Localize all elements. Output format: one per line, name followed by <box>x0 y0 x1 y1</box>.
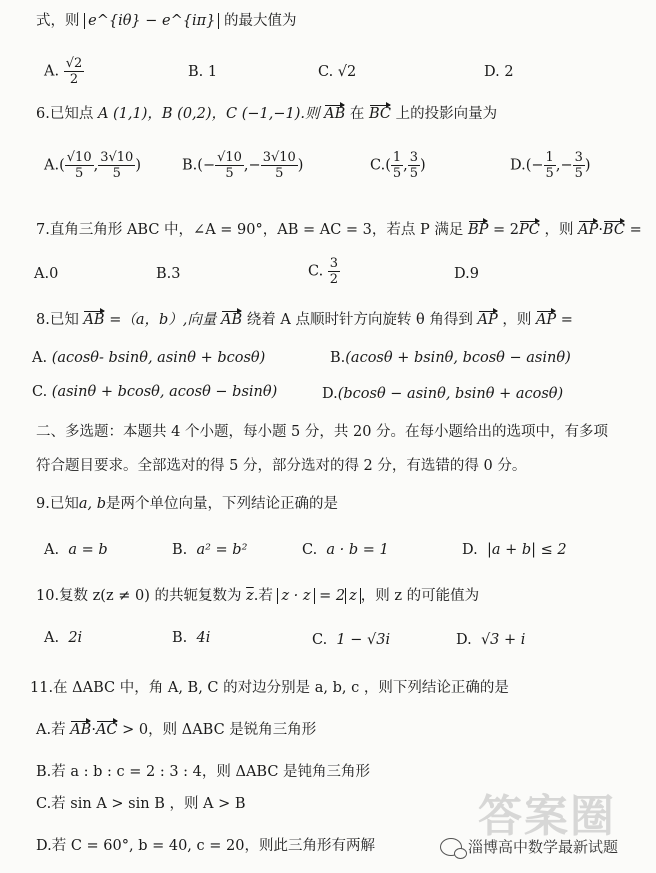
q10-option-d <box>456 630 525 650</box>
option-value: 1 − √3i <box>336 632 391 648</box>
q7-stem-a: 7.直角三角形 ABC 中，∠A = 90°，AB = AC = 3，若点 P 满足 <box>36 222 464 238</box>
q5-stem <box>36 11 296 31</box>
denominator: 5 <box>409 166 419 181</box>
q6-option-c: C.( $\frac{1}{5}$ , $\frac{3}{5}$ ) <box>370 150 426 181</box>
q6-stem <box>36 104 497 124</box>
q8-option-c <box>32 382 277 402</box>
q7-stem-b: ，则 <box>544 222 574 238</box>
option-label: C. <box>318 64 334 80</box>
q7-c-frac <box>328 256 340 287</box>
q7-eq: = 2 <box>493 222 519 238</box>
abs-product: z · z <box>277 588 314 604</box>
denominator: 5 <box>275 166 284 181</box>
option-label: B. <box>172 630 188 646</box>
q5-option-c <box>318 62 356 82</box>
numerator: 1 <box>392 150 402 165</box>
option-label: C. <box>370 157 386 174</box>
q9-stem-a: 9.已知 <box>36 496 79 512</box>
q10-stem <box>36 586 479 606</box>
vector-ap: AP <box>477 312 498 328</box>
option-label: D. <box>454 266 470 282</box>
vector-bc: BC <box>602 222 625 238</box>
q11-option-d: D.若 C = 60°, b = 40, c = 20，则此三角形有两解 <box>36 838 375 854</box>
q9-stem <box>36 494 338 514</box>
q9-option-c <box>302 540 389 560</box>
option-label: A. <box>44 630 60 646</box>
numerator: 3 <box>329 256 339 271</box>
q7-option-c <box>308 256 340 287</box>
numerator: √2 <box>65 56 83 71</box>
q11-a-prefix: A.若 <box>36 722 66 738</box>
option-value: a · b = 1 <box>326 542 389 558</box>
conjugate-z: $\overline{z}$ <box>246 588 254 604</box>
q9-stem-b: 是两个单位向量，下列结论正确的是 <box>106 496 338 512</box>
q7-option-d <box>454 264 479 284</box>
option-value: (acosθ- bsinθ, asinθ + bcosθ) <box>51 350 266 366</box>
option-label: A. <box>34 266 50 282</box>
q8-option-b <box>330 348 571 368</box>
q6-stem-d: 上的投影向量为 <box>395 106 498 122</box>
option-label: B. <box>188 64 204 80</box>
option-value: a² = b² <box>196 542 248 558</box>
q6-stem-a: 6.已知点 <box>36 106 94 122</box>
option-value: a = b <box>68 542 108 558</box>
option-value: (acosθ + bsinθ, bcosθ − asinθ) <box>345 350 571 366</box>
q9-option-b <box>172 540 247 560</box>
section2-line2: 符合题目要求。全部选对的得 5 分，部分选对的得 2 分，有选错的得 0 分。 <box>36 458 527 474</box>
q10-option-c <box>312 630 390 650</box>
denominator: 2 <box>329 272 339 287</box>
vector-ab: AB <box>70 722 92 738</box>
watermark-logo: 答案圈 <box>478 791 616 842</box>
numerator: √10 <box>217 150 242 165</box>
option-value: √3 + i <box>480 632 526 648</box>
option-label: D. <box>510 157 526 174</box>
q10-stem-a: 10.复数 z(z ≠ 0) 的共轭复数为 <box>36 588 242 604</box>
q7-stem-c: = <box>629 222 642 238</box>
numerator: 1 <box>545 150 554 165</box>
wechat-icon <box>440 838 462 856</box>
numerator: 3 <box>574 150 583 165</box>
option-label: D. <box>484 64 500 80</box>
frac-y <box>261 150 298 181</box>
numerator: 3√10 <box>100 150 134 165</box>
vector-ab: AB <box>324 106 346 122</box>
option-label: D. <box>462 542 478 558</box>
option-value: 2 <box>504 64 514 80</box>
wechat-account-name: 淄博高中数学最新试题 <box>468 838 619 856</box>
sign: − <box>531 157 544 174</box>
dot-operator: · <box>598 222 603 238</box>
option-label: D. <box>322 386 338 402</box>
q5-option-d <box>484 62 514 82</box>
wechat-tag <box>440 836 618 857</box>
q11-option-b: B.若 a : b : c = 2 : 3 : 4，则 ΔABC 是钝角三角形 <box>36 764 371 780</box>
q6-stem-c: 在 <box>349 106 365 122</box>
sign: − <box>560 157 573 174</box>
abs-z: z <box>345 588 361 604</box>
denominator: 5 <box>574 166 583 181</box>
option-value: 1 <box>207 64 218 80</box>
q11-option-c: C.若 sin A > sin B ，则 A > B <box>36 796 246 812</box>
option-label: B. <box>172 542 188 558</box>
denominator: 5 <box>112 166 121 181</box>
q10-option-b <box>172 628 210 648</box>
numerator: √10 <box>66 150 92 165</box>
denominator: 5 <box>392 166 402 181</box>
frac-x <box>544 150 556 181</box>
denominator: 2 <box>69 72 79 87</box>
frac-x <box>65 150 94 181</box>
q5-a-frac <box>64 56 85 87</box>
numerator: 3 <box>409 150 419 165</box>
frac-x <box>391 150 403 181</box>
q9-option-a <box>44 540 108 560</box>
vector-bc: BC <box>369 106 392 122</box>
q8-stem-b: =（a，b）,向量 <box>109 312 217 328</box>
frac-y <box>98 150 135 181</box>
vector-bp: BP <box>467 222 489 238</box>
denominator: 5 <box>225 166 234 181</box>
q6-option-a: A.( $\frac{√10}{5}$ , $\frac{3√10}{5}$ ) <box>44 150 141 181</box>
option-value: 2i <box>68 630 83 646</box>
q8-stem <box>36 310 573 330</box>
option-label: A. <box>32 350 48 366</box>
option-label: A. <box>44 63 60 80</box>
option-label: C. <box>32 384 48 400</box>
q8-stem-d: ，则 <box>502 312 532 328</box>
q9-option-d <box>462 540 567 560</box>
dot-operator: · <box>91 722 96 738</box>
q7-option-a <box>34 264 58 284</box>
vector-ab: AB <box>221 312 243 328</box>
vector-ac: AC <box>95 722 118 738</box>
q7-option-b <box>156 264 181 284</box>
q10-stem-d: ，则 z 的可能值为 <box>360 588 480 604</box>
option-label: A. <box>44 542 60 558</box>
vector-ap: AP <box>535 312 557 328</box>
section2-line1: 二、多选题：本题共 4 个小题，每小题 5 分，共 20 分。在每小题给出的选项中，有多项 <box>36 424 609 440</box>
denominator: 5 <box>545 166 554 181</box>
q6-option-d: D.(− $\frac{1}{5}$ ,− $\frac{3}{5}$ ) <box>510 150 591 181</box>
q5-suffix: 的最大值为 <box>223 13 297 29</box>
option-label: D. <box>456 632 472 648</box>
q10-option-a <box>44 628 82 648</box>
option-label: B. <box>182 157 198 174</box>
option-label: B. <box>156 266 172 282</box>
option-label: C. <box>312 632 328 648</box>
q5-option-a <box>44 56 84 87</box>
option-value: |a + b| ≤ 2 <box>486 542 567 558</box>
q8-option-d <box>322 384 563 404</box>
option-label: C. <box>302 542 318 558</box>
sign: − <box>202 157 216 174</box>
q7-stem <box>36 220 642 240</box>
q11-option-a <box>36 720 316 740</box>
q8-stem-a: 8.已知 <box>36 312 79 328</box>
option-value: 9 <box>469 266 479 282</box>
q5-option-b <box>188 62 217 82</box>
q6-option-b: B.(− $\frac{√10}{5}$ ,− $\frac{3√10}{5}$ ) <box>182 150 304 181</box>
option-value: √2 <box>337 64 357 80</box>
q11-a-suffix: > 0，则 ΔABC 是锐角三角形 <box>122 722 317 738</box>
q8-option-a <box>32 348 265 368</box>
denominator: 5 <box>75 166 84 181</box>
sign: − <box>248 157 261 174</box>
q6-stem-b: A (1,1)，B (0,2)，C (−1,−1).则 <box>97 106 320 122</box>
option-value: (asinθ + bcosθ, acosθ − bsinθ) <box>51 384 278 400</box>
q8-stem-c: 绕着 A 点顺时针方向旋转 θ 角得到 <box>246 312 473 328</box>
vector-pc: PC <box>519 222 540 238</box>
option-label: A. <box>44 157 60 174</box>
q8-stem-e: = <box>560 312 573 328</box>
frac-y <box>573 150 585 181</box>
q10-stem-b: .若 <box>253 588 273 604</box>
frac-x <box>215 150 244 181</box>
q5-prefix: 式，则 <box>36 13 80 29</box>
option-value: 3 <box>171 266 181 282</box>
frac-y <box>408 150 420 181</box>
option-value: 4i <box>196 630 211 646</box>
q10-stem-c: = 2 <box>319 588 346 604</box>
q11-stem: 11.在 ΔABC 中，角 A, B, C 的对边分别是 a, b, c ，则下列结论正确的是 <box>30 680 509 696</box>
q5-abs-expr: e^{iθ} − e^{iπ} <box>84 13 219 29</box>
vector-ap: AP <box>578 222 599 238</box>
option-value: (bcosθ − asinθ, bsinθ + acosθ) <box>337 386 564 402</box>
option-label: C. <box>308 263 324 280</box>
numerator: 3√10 <box>262 150 296 165</box>
option-label: B. <box>330 350 346 366</box>
vector-ab: AB <box>83 312 105 328</box>
option-value: 0 <box>49 266 59 282</box>
q9-vars: a, b <box>78 496 106 512</box>
